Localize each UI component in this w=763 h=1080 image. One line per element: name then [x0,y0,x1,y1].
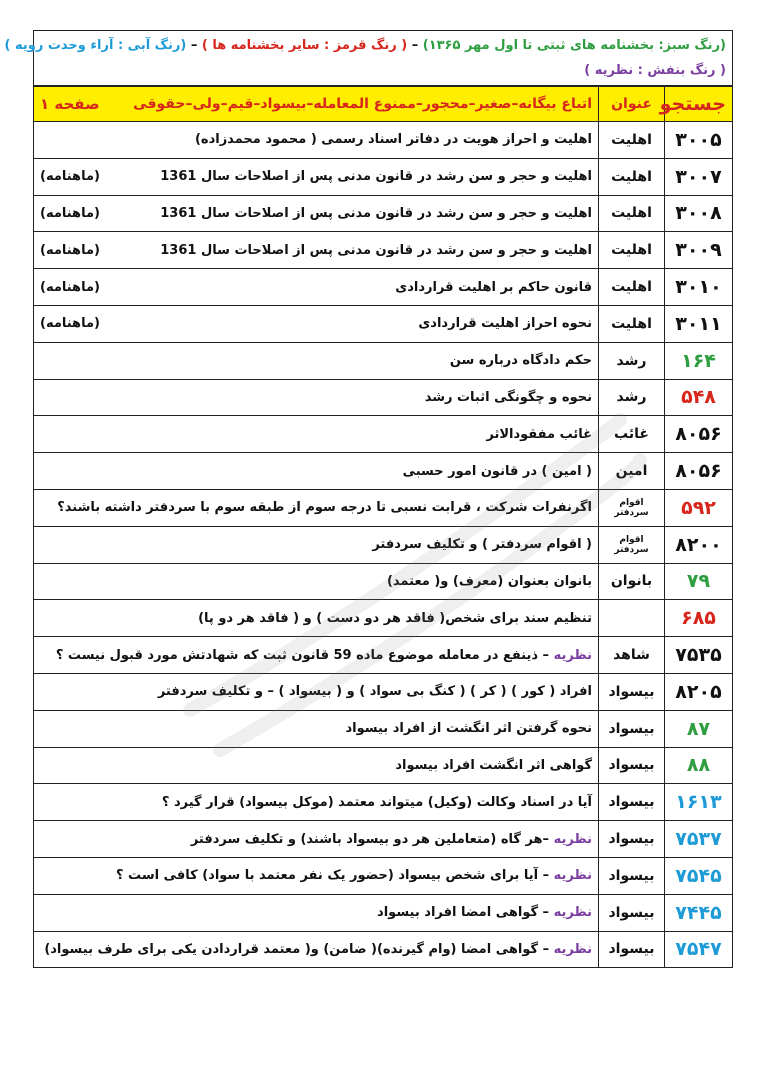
row-number: ۷۴۴۵ [665,894,733,931]
legend-blue: (رنگ آبی : آراء وحدت رویه ) [4,38,187,53]
row-description [34,526,599,563]
row-title: بیسواد [599,894,665,931]
row-title: بیسواد [599,673,665,710]
row-description [34,489,599,526]
table-row [34,195,733,232]
row-text [395,758,592,773]
row-description [34,232,599,269]
row-text-body: اهلیت و احراز هویت در دفاتر اسناد رسمی ( محمود محمدزاده) [194,132,592,148]
row-text-body: ( اقوام سردفتر ) و تکلیف سردفتر [372,537,592,553]
row-description [34,784,599,821]
row-description [34,821,599,858]
legend-red: ( رنگ قرمز : سایر بخشنامه ها ) [201,38,408,53]
row-text-body: نحوه و چگونگی اثبات رشد [424,389,592,405]
row-text [372,537,592,552]
header-desc-text: اتباع بیگانه–صغیر–محجور–ممنوع المعامله–بیسواد–قیم–ولی–حقوقی [133,96,592,112]
header-title: عنوان [599,87,665,122]
legend-purple: ( رنگ بنفش : نظریه ) [584,63,726,78]
row-title: غائب [599,416,665,453]
row-number: ۳۰۱۰ [665,269,733,306]
row-text [56,648,592,663]
table-row [34,526,733,563]
table-row [34,122,733,159]
row-title: بیسواد [599,710,665,747]
row-text [160,243,592,258]
row-number: ۸۷ [665,710,733,747]
row-description [34,453,599,490]
row-note: (ماهنامه) [40,242,100,258]
row-text-body: اهلیت و حجر و سن رشد در قانون مدنی پس از اصلاحات سال 1361 [160,169,592,185]
page-number: صفحه ۱ [40,95,100,113]
row-number: ۳۰۰۹ [665,232,733,269]
row-number: ۳۰۰۸ [665,195,733,232]
table-row [34,489,733,526]
row-text [198,611,592,626]
row-description [34,710,599,747]
row-title: بیسواد [599,857,665,894]
table-row [34,821,733,858]
table-row [34,710,733,747]
row-text-body: نحوه گرفتن اثر انگشت از افراد بیسواد [345,721,592,737]
row-text-body: اگرنفرات شرکت ، قرابت نسبی تا درجه سوم از طبقه سوم با سردفتر داشته باشند؟ [57,500,592,516]
color-legend [4,30,733,86]
row-title: رشد [599,379,665,416]
row-text-body: حکم دادگاه درباره سن [449,353,592,369]
row-number: ۳۰۰۷ [665,158,733,195]
row-text [162,795,592,810]
table-row [34,673,733,710]
row-description [34,931,599,968]
row-text [158,684,592,699]
table-row [34,305,733,342]
row-number: ۸۰۵۶ [665,453,733,490]
row-note: (ماهنامه) [40,316,100,332]
table-row [34,342,733,379]
row-description [34,122,599,159]
table-row [34,416,733,453]
row-number: ۷۵۴۵ [665,857,733,894]
row-title: اهلیت [599,122,665,159]
row-number: ۵۴۸ [665,379,733,416]
row-number: ۸۲۰۵ [665,673,733,710]
row-title: بیسواد [599,821,665,858]
row-title: رشد [599,342,665,379]
row-prefix: نظریه [553,868,592,884]
row-title: اهلیت [599,232,665,269]
row-text-body: نحوه احراز اهلیت قراردادی [418,316,592,332]
row-title: اهلیت [599,195,665,232]
row-title: بیسواد [599,931,665,968]
row-description [34,158,599,195]
row-text [395,280,592,295]
table-row [34,931,733,968]
document-page [4,30,733,968]
legend-separator: – [407,38,423,53]
table-row [34,563,733,600]
row-number: ۷۹ [665,563,733,600]
row-text-body: تنظیم سند برای شخص( فاقد هر دو دست ) و ( فاقد هر دو پا) [198,610,592,626]
row-description [34,379,599,416]
row-text [195,132,592,147]
row-title: اهلیت [599,269,665,306]
legend-green: (رنگ سبز: بخشنامه های ثبتی تا اول مهر ۱۳۶۵) [422,38,726,53]
row-number: ۷۵۴۷ [665,931,733,968]
row-text [160,206,592,221]
legend-separator: – [186,38,202,53]
row-description [34,673,599,710]
row-title: بیسواد [599,784,665,821]
row-note: (ماهنامه) [40,205,100,221]
row-text [486,427,592,442]
row-text-body: – آیا برای شخص بیسواد (حضور یک نفر معتمد با سواد) کافی است ؟ [115,868,554,884]
row-text-body: گواهی اثر انگشت افراد بیسواد [395,757,592,773]
table-row [34,158,733,195]
table-row [34,232,733,269]
table-row [34,453,733,490]
row-text [116,868,592,883]
table-row [34,784,733,821]
index-table [33,86,733,968]
row-number: ۸۲۰۰ [665,526,733,563]
row-title: شاهد [599,637,665,674]
row-number: ۱۶۱۳ [665,784,733,821]
row-prefix: نظریه [553,647,592,663]
row-text [191,832,592,847]
row-description [34,600,599,637]
row-text [160,169,592,184]
row-description [34,195,599,232]
row-text [387,574,592,589]
row-prefix: نظریه [553,941,592,957]
row-description [34,342,599,379]
row-text-body: اهلیت و حجر و سن رشد در قانون مدنی پس از اصلاحات سال 1361 [160,242,592,258]
row-text-body: ( امین ) در قانون امور حسبی [402,463,592,479]
row-text-body: افراد ( کور ) ( کر ) ( کنگ بی سواد ) و ( بیسواد ) – و تکلیف سردفتر [157,684,592,700]
row-text [450,353,592,368]
row-text-body: آیا در اسناد وکالت (وکیل) میتواند معتمد (موکل بیسواد) قرار گیرد ؟ [161,794,592,810]
row-text [44,942,592,957]
row-note: (ماهنامه) [40,279,100,295]
row-title: اقوام سردفتر [599,489,665,526]
row-text [403,464,592,479]
row-text-body: بانوان بعنوان (معرف) و( معتمد) [386,573,592,589]
row-number: ۸۸ [665,747,733,784]
row-number: ۱۶۴ [665,342,733,379]
table-header-row [34,87,733,122]
row-title: امین [599,453,665,490]
row-description [34,563,599,600]
table-row [34,600,733,637]
row-note: (ماهنامه) [40,169,100,185]
row-number: ۷۵۳۷ [665,821,733,858]
row-description [34,637,599,674]
row-number: ۸۰۵۶ [665,416,733,453]
row-text-body: غائب مفقودالاثر [486,426,592,442]
row-number: ۷۵۳۵ [665,637,733,674]
row-number: ۳۰۰۵ [665,122,733,159]
row-text-body: – ذینفع در معامله موضوع ماده 59 قانون ثبت که شهادتش مورد قبول نیست ؟ [55,647,554,663]
row-prefix: نظریه [553,831,592,847]
row-title: اقوام سردفتر [599,526,665,563]
row-prefix: نظریه [553,905,592,921]
row-text-body: اهلیت و حجر و سن رشد در قانون مدنی پس از اصلاحات سال 1361 [160,205,592,221]
header-search: جستجو [665,87,733,122]
row-text [425,390,592,405]
row-text-body: –هر گاه (متعاملین هر دو بیسواد باشند) و تکلیف سردفتر [190,831,554,847]
table-row [34,747,733,784]
row-description [34,894,599,931]
row-text [418,316,592,331]
row-description [34,857,599,894]
row-description [34,747,599,784]
row-text [345,721,592,736]
row-text-body: – گواهی امضا (وام گیرنده)( ضامن) و( معتمد قراردادن یکی برای طرف بیسواد) [44,941,554,957]
table-row [34,637,733,674]
row-title [599,600,665,637]
table-row [34,269,733,306]
row-title: اهلیت [599,305,665,342]
header-description [34,87,599,122]
row-description [34,305,599,342]
row-text [57,500,592,515]
row-description [34,269,599,306]
row-text [377,905,592,920]
table-row [34,857,733,894]
row-title: بانوان [599,563,665,600]
row-description [34,416,599,453]
row-text-body: – گواهی امضا افراد بیسواد [377,905,554,921]
row-title: اهلیت [599,158,665,195]
row-number: ۶۸۵ [665,600,733,637]
row-number: ۵۹۲ [665,489,733,526]
table-row [34,379,733,416]
row-text-body: قانون حاکم بر اهلیت قراردادی [395,279,592,295]
row-number: ۳۰۱۱ [665,305,733,342]
table-row [34,894,733,931]
row-title: بیسواد [599,747,665,784]
